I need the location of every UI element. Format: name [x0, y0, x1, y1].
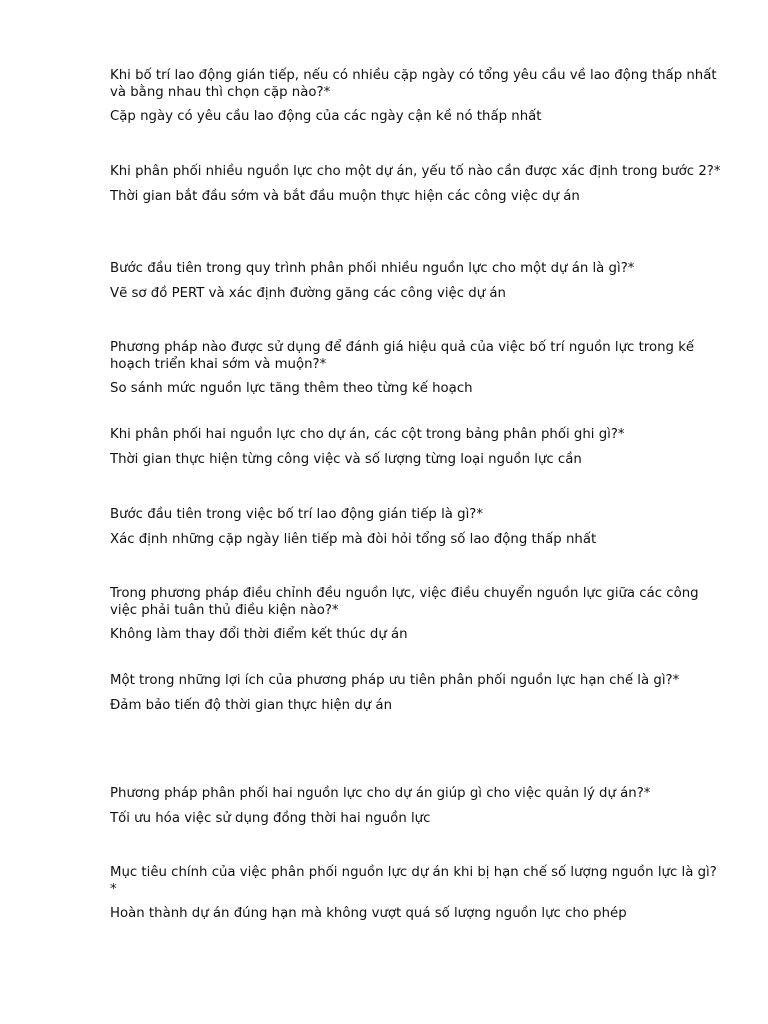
- answer-text: Xác định những cặp ngày liên tiếp mà đòi hỏi tổng số lao động thấp nhất: [110, 531, 597, 547]
- qa-item: [110, 786, 722, 827]
- qa-item: [110, 865, 722, 923]
- qa-item: [110, 586, 722, 644]
- question-text: Bước đầu tiên trong việc bố trí lao động gián tiếp là gì?*: [110, 507, 483, 522]
- question-text: Phương pháp phân phối hai nguồn lực cho dự án giúp gì cho việc quản lý dự án?*: [110, 786, 651, 801]
- qa-item: [110, 261, 722, 302]
- answer-text: Đảm bảo tiến độ thời gian thực hiện dự án: [110, 697, 392, 713]
- question-text: Trong phương pháp điều chỉnh đều nguồn lực, việc điều chuyển nguồn lực giữa các công việc phải tuân thủ điều kiện nào?*: [110, 586, 699, 618]
- answer-text: Hoàn thành dự án đúng hạn mà không vượt quá số lượng nguồn lực cho phép: [110, 906, 627, 921]
- question-text: Khi bố trí lao động gián tiếp, nếu có nhiều cặp ngày có tổng yêu cầu về lao động thấp nhất và bằng nhau thì chọn cặp nào?*: [110, 68, 717, 100]
- answer-text: Tối ưu hóa việc sử dụng đồng thời hai nguồn lực: [110, 810, 431, 826]
- question-text: Phương pháp nào được sử dụng để đánh giá hiệu quả của việc bố trí nguồn lực trong kế hoạch triển khai sớm và muộn?*: [110, 340, 695, 372]
- qa-item: [110, 340, 722, 398]
- question-text: Khi phân phối hai nguồn lực cho dự án, các cột trong bảng phân phối ghi gì?*: [110, 427, 625, 442]
- answer-text: Vẽ sơ đồ PERT và xác định đường găng các công việc dự án: [110, 285, 506, 301]
- question-text: Bước đầu tiên trong quy trình phân phối nhiều nguồn lực cho một dự án là gì?*: [110, 261, 635, 276]
- qa-item: [110, 68, 722, 126]
- qa-item: [110, 673, 722, 714]
- answer-text: Thời gian bắt đầu sớm và bắt đầu muộn thực hiện các công việc dự án: [110, 188, 580, 204]
- answer-text: Không làm thay đổi thời điểm kết thúc dự án: [110, 627, 408, 642]
- qa-item: [110, 164, 722, 205]
- answer-text: So sánh mức nguồn lực tăng thêm theo từng kế hoạch: [110, 381, 473, 396]
- answer-text: Thời gian thực hiện từng công việc và số lượng từng loại nguồn lực cần: [110, 451, 582, 467]
- question-text: Một trong những lợi ích của phương pháp ưu tiên phân phối nguồn lực hạn chế là gì?*: [110, 673, 680, 688]
- qa-item: [110, 507, 722, 548]
- question-text: Mục tiêu chính của việc phân phối nguồn lực dự án khi bị hạn chế số lượng nguồn lực là gì?*: [110, 865, 717, 897]
- answer-text: Cặp ngày có yêu cầu lao động của các ngày cận kề nó thấp nhất: [110, 109, 542, 124]
- qa-item: [110, 427, 722, 468]
- question-text: Khi phân phối nhiều nguồn lực cho một dự án, yếu tố nào cần được xác định trong bước 2?*: [110, 164, 721, 179]
